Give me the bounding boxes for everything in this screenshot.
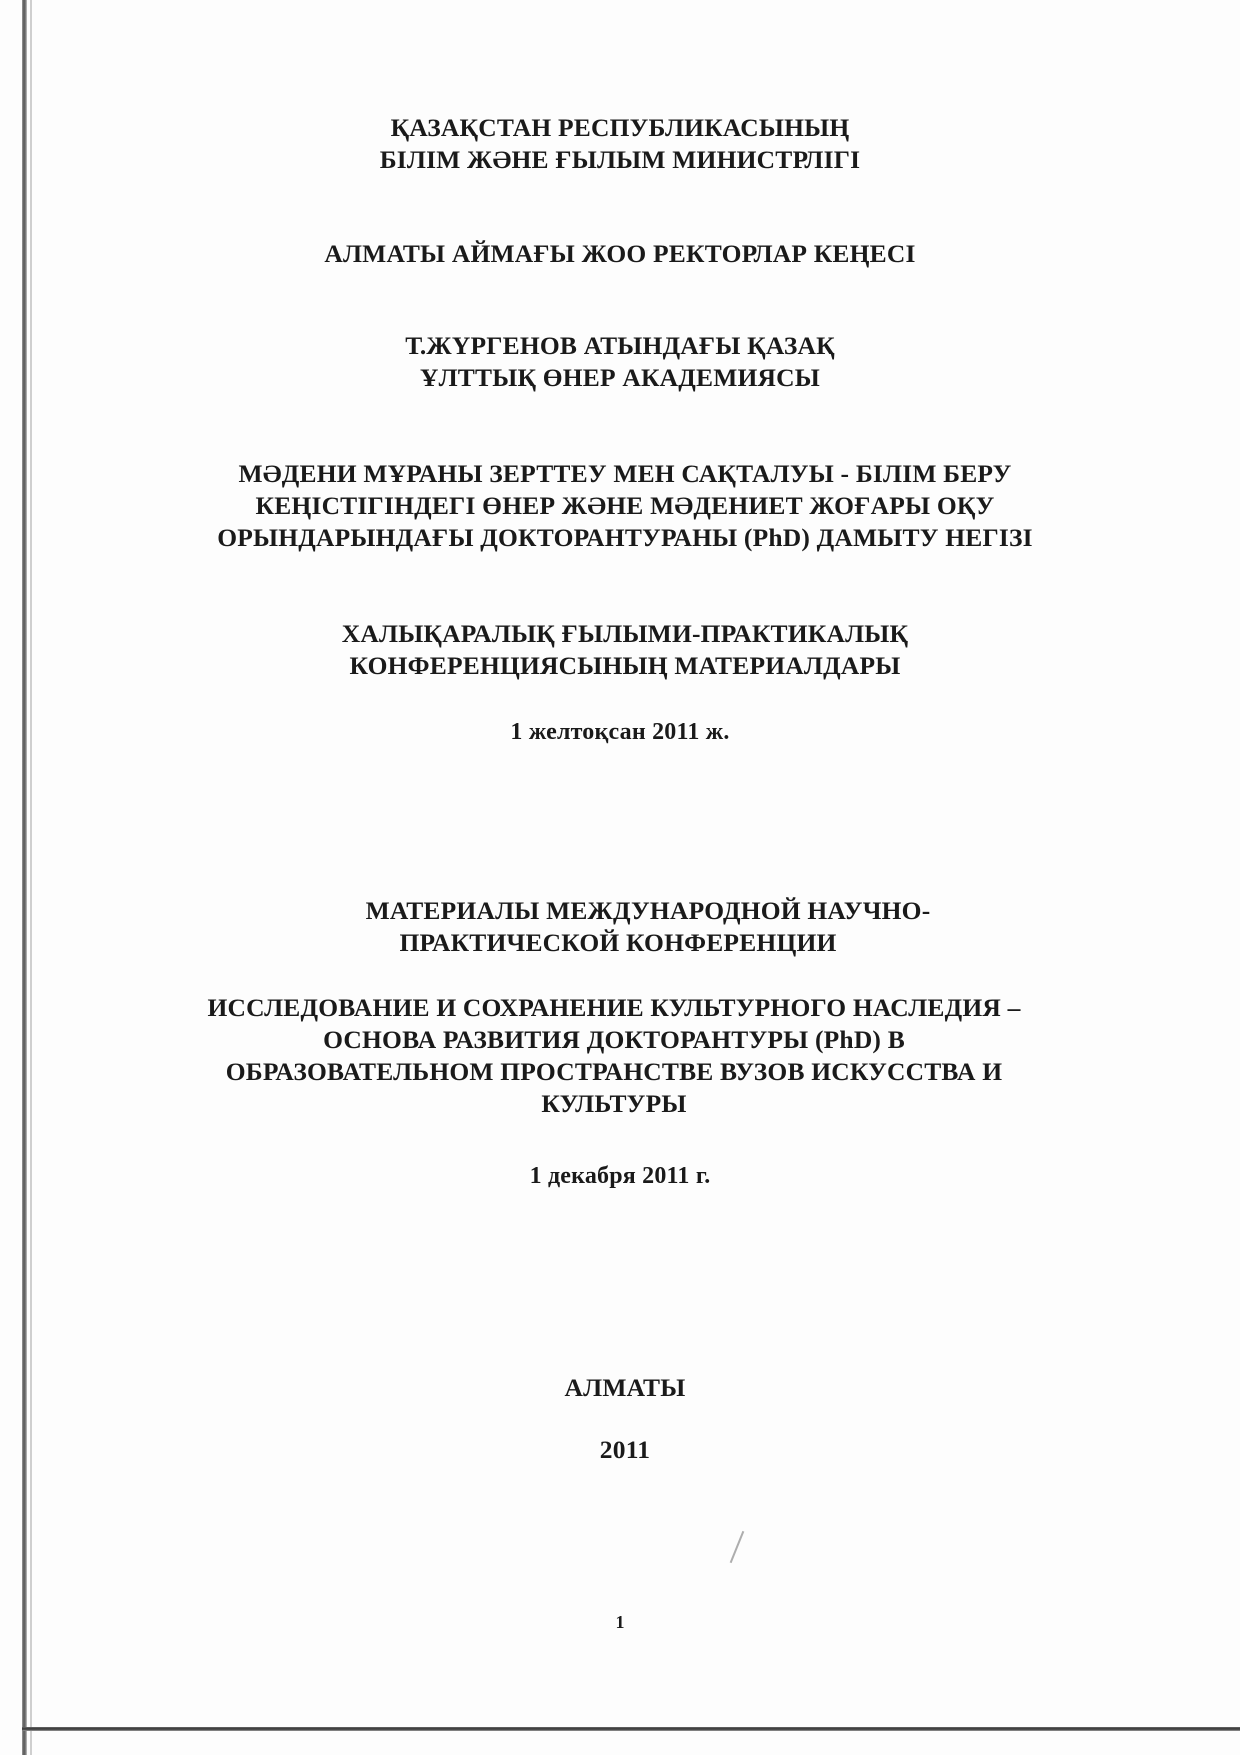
- council-line-1: АЛМАТЫ АЙМАҒЫ ЖОО РЕКТОРЛАР КЕҢЕСІ: [324, 239, 916, 268]
- city-text: АЛМАТЫ: [564, 1373, 686, 1402]
- year: [5, 1434, 1240, 1466]
- page-number: 1: [615, 1612, 625, 1632]
- title-ru-line-4: КУЛЬТУРЫ: [541, 1089, 687, 1118]
- conference-title-kz: [5, 458, 1240, 554]
- year-text: 2011: [599, 1435, 651, 1464]
- title-ru-line-1: ИССЛЕДОВАНИЕ И СОХРАНЕНИЕ КУЛЬТУРНОГО НАСЛЕДИЯ –: [207, 993, 1021, 1022]
- date-ru: [0, 1160, 1240, 1192]
- title-ru-line-3: ОБРАЗОВАТЕЛЬНОМ ПРОСТРАНСТВЕ ВУЗОВ ИСКУССТВА И: [225, 1057, 1003, 1086]
- title-kz-line-1: МӘДЕНИ МҰРАНЫ ЗЕРТТЕУ МЕН САҚТАЛУЫ - БІЛІМ БЕРУ: [238, 459, 1012, 488]
- conference-materials-ru: [28, 895, 1240, 959]
- title-kz-line-3: ОРЫНДАРЫНДАҒЫ ДОКТОРАНТУРАНЫ (PhD) ДАМЫТУ НЕГІЗІ: [217, 523, 1033, 552]
- conference-materials-kz: [5, 618, 1240, 682]
- council-heading: [0, 238, 1240, 270]
- ministry-line-1: ҚАЗАҚСТАН РЕСПУБЛИКАСЫНЫҢ: [390, 113, 850, 142]
- title-kz-line-2: КЕҢІСТІГІНДЕГІ ӨНЕР ЖӘНЕ МӘДЕНИЕТ ЖОҒАРЫ ОҚУ: [255, 491, 995, 520]
- ministry-heading: [0, 112, 1240, 176]
- ministry-line-2: БІЛІМ ЖӘНЕ ҒЫЛЫМ МИНИСТРЛІГІ: [379, 145, 861, 174]
- academy-heading: [0, 330, 1240, 394]
- conference-ru-line-1: МАТЕРИАЛЫ МЕЖДУНАРОДНОЙ НАУЧНО-: [365, 896, 931, 925]
- academy-line-1: Т.ЖҮРГЕНОВ АТЫНДАҒЫ ҚАЗАҚ: [405, 331, 835, 360]
- conference-title-ru: [0, 992, 1234, 1120]
- city: [5, 1372, 1240, 1404]
- title-ru-line-2: ОСНОВА РАЗВИТИЯ ДОКТОРАНТУРЫ (PhD) В: [323, 1025, 905, 1054]
- date-kz: [0, 716, 1240, 748]
- conference-kz-line-1: ХАЛЫҚАРАЛЫҚ ҒЫЛЫМИ-ПРАКТИКАЛЫҚ: [341, 619, 909, 648]
- date-kz-text: 1 желтоқсан 2011 ж.: [510, 719, 730, 745]
- scan-bottom-edge: [22, 1727, 1240, 1731]
- pen-stroke-mark: [730, 1531, 745, 1563]
- academy-line-2: ҰЛТТЫҚ ӨНЕР АКАДЕМИЯСЫ: [419, 363, 820, 392]
- conference-ru-line-2: ПРАКТИЧЕСКОЙ КОНФЕРЕНЦИИ: [399, 928, 837, 957]
- date-ru-text: 1 декабря 2011 г.: [529, 1163, 711, 1189]
- conference-kz-line-2: КОНФЕРЕНЦИЯСЫНЫҢ МАТЕРИАЛДАРЫ: [349, 651, 901, 680]
